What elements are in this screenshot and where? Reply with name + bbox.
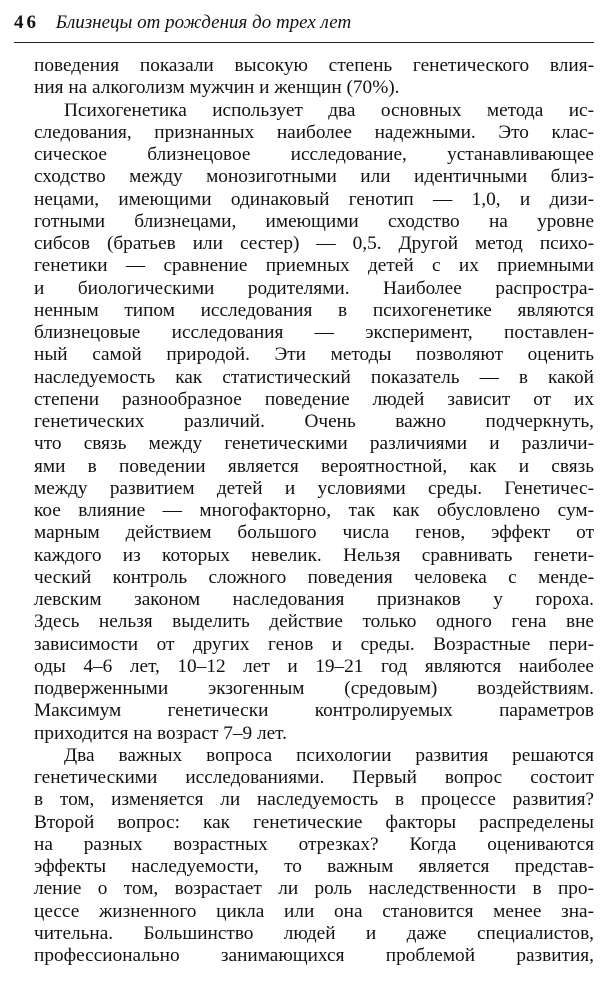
text-line: в том, изменяется ли наследуемость в процессе развития?	[34, 789, 594, 811]
text-line: левским законом наследования признаков у гороха.	[34, 589, 594, 610]
text-line: наследуемость как статистический показатель — в какой	[34, 366, 594, 388]
text-line: поведения показали высокую степень генетического влия-	[34, 55, 594, 76]
text-line: Здесь нельзя выделить действие только одного гена вне	[34, 611, 594, 633]
text-line: сическое близнецовое исследование, устанавливающее	[34, 144, 594, 165]
text-line: чительна. Большинство людей и даже специалистов,	[34, 922, 594, 944]
text-line: ния на алкоголизм мужчин и женщин (70%).	[34, 77, 400, 99]
text-line: ненным типом исследования в психогенетике являются	[34, 299, 594, 321]
body-text	[34, 55, 594, 967]
running-header	[14, 10, 594, 36]
text-line: Максимум генетически контролируемых параметров	[34, 700, 594, 722]
text-line: подверженными экзогенным (средовым) воздействиям.	[34, 678, 594, 699]
text-line: ческий контроль сложного поведения человека с менде-	[34, 566, 594, 588]
text-line: Психогенетика использует два основных метода ис-	[64, 99, 594, 121]
running-title: Близнецы от рождения до трех лет	[55, 12, 352, 33]
text-line: следования, признанных наиболее надежными. Это клас-	[34, 121, 594, 143]
page-number: 46	[14, 12, 39, 33]
text-line: нецами, имеющими одинаковый генотип — 1,0, и дизи-	[34, 188, 594, 210]
text-line: генетических различий. Очень важно подчеркнуть,	[34, 411, 594, 432]
text-line: профессионально занимающихся проблемой развития,	[34, 945, 594, 966]
header-rule	[14, 42, 594, 43]
text-line: на разных возрастных отрезках? Когда оцениваются	[34, 833, 594, 855]
text-line: генетики — сравнение приемных детей с их приемными	[34, 255, 594, 277]
text-line: ный самой природой. Эти методы позволяют оценить	[34, 344, 594, 366]
text-line: ями в поведении является вероятностной, как и связь	[34, 455, 594, 477]
text-line: и биологическими родителями. Наиболее распростра-	[34, 277, 594, 299]
text-line: зависимости от других генов и среды. Возрастные пери-	[34, 633, 594, 655]
text-line: между развитием детей и условиями среды. Генетичес-	[34, 477, 594, 499]
text-line: каждого из которых невелик. Нельзя сравнивать генети-	[34, 544, 594, 566]
text-line: генетическими исследованиями. Первый вопрос состоит	[34, 767, 594, 788]
text-line: оды 4–6 лет, 10–12 лет и 19–21 год являются наиболее	[34, 655, 594, 677]
text-line: близнецовые исследования — эксперимент, поставлен-	[34, 322, 594, 343]
text-line: Два важных вопроса психологии развития решаются	[64, 744, 594, 766]
text-line: кое влияние — многофакторно, так как обусловлено сум-	[34, 500, 594, 521]
text-line: готными близнецами, имеющими сходство на уровне	[34, 210, 594, 232]
text-line: эффекты наследуемости, то важным является представ-	[34, 856, 594, 877]
text-line: сибсов (братьев или сестер) — 0,5. Другой метод психо-	[34, 233, 594, 254]
text-line: приходится на возраст 7–9 лет.	[34, 722, 287, 744]
text-line: Второй вопрос: как генетические факторы распределены	[34, 811, 594, 833]
text-line: что связь между генетическими различиями и различи-	[34, 433, 594, 455]
text-line: степени разнообразное поведение людей зависит от их	[34, 388, 594, 410]
text-line: марным действием большого числа генов, эффект от	[34, 522, 594, 544]
text-line: ление о том, возрастает ли роль наследственности в про-	[34, 878, 594, 900]
text-line: сходство между монозиготными или идентичными близ-	[34, 166, 594, 188]
text-line: цессе жизненного цикла или она становится менее зна-	[34, 900, 594, 922]
